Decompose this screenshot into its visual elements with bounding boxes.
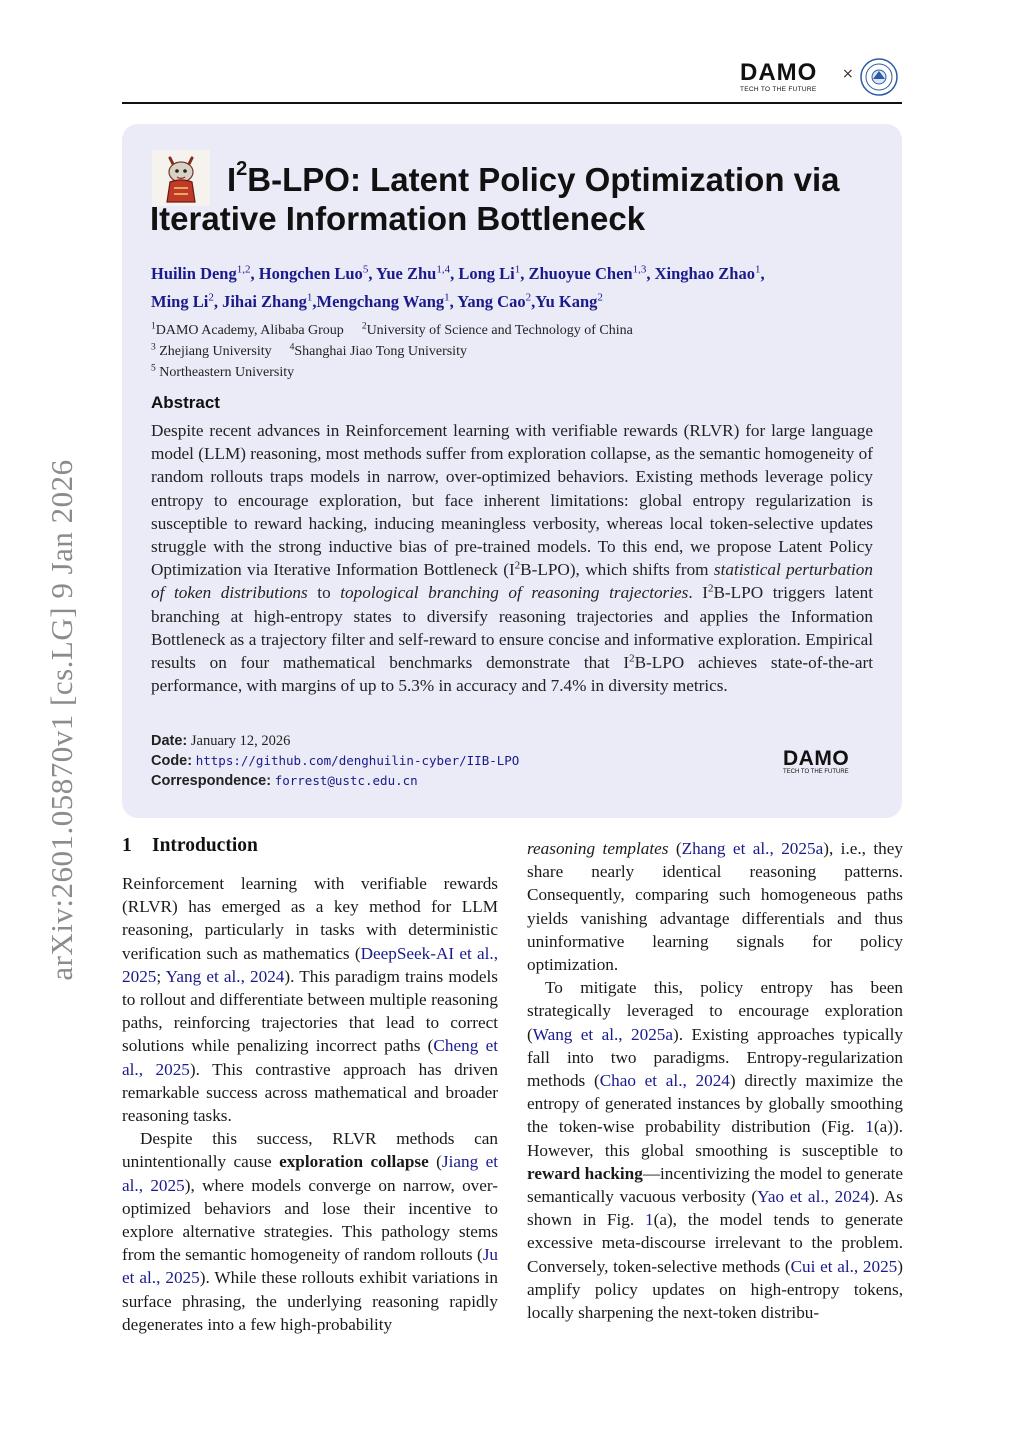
code-link[interactable]: https://github.com/denghuilin-cyber/IIB-LPO: [195, 753, 520, 768]
section-heading: 1 Introduction: [122, 835, 258, 856]
arxiv-identifier: arXiv:2601.05870v1 [cs.LG] 9 Jan 2026: [44, 459, 79, 981]
damo-logo-text: DAMO: [740, 59, 818, 86]
paragraph: To mitigate this, policy entropy has been strategically leveraged to encourage exploration (Wang et al., 2025a). Existing approaches typically fall into two paradigms. Entropy-regularization methods (Chao et al., 2024) directly maximize the entropy of generated instances by globally smoothing the token-wise probability distribution (Fig. 1(a)). However, this global smoothing is susceptible to reward hacking—incentivizing the model to generate semantically vacuous verbosity (Yao et al., 2024). As shown in Fig. 1(a), the model tends to generate excessive meta-discourse irrelevant to the problem. Conversely, token-selective methods (Cui et al., 2025) amplify policy updates on high-entropy tokens, locally sharpening the next-token distribu-: [527, 978, 904, 1323]
paragraph: Reinforcement learning with verifiable rewards (RLVR) has emerged as a key method for LLM reasoning, particularly in tasks with deterministic verification such as mathematics (DeepSeek-AI et al., 2025; Yang et al., 2024). This paradigm trains models to rollout and differentiate between multiple reasoning paths, reinforcing trajectories that lead to correct solutions while penalizing incorrect paths (Cheng et al., 2025). This contrastive approach has driven remarkable success across mathematical and broader reasoning tasks.: [122, 874, 499, 1126]
citation-link[interactable]: Ju et al., 2025: [122, 1245, 498, 1288]
citation-link[interactable]: Cui et al., 2025: [790, 1256, 898, 1276]
affiliation: $^2$University of Science and Technology of China: [361, 321, 633, 338]
paragraph-continued: ). While these rollouts exhibit variations in surface phrasing, the underlying reasoning rapidly degenerates into a few high-probability: [122, 1268, 499, 1334]
citation-link[interactable]: DeepSeek-AI et al., 2025: [122, 943, 499, 986]
citation-link[interactable]: Chao et al., 2024: [599, 1071, 730, 1091]
citation-link[interactable]: Yang et al., 2024: [165, 966, 285, 986]
correspondence-row: Correspondence: forrest@ustc.edu.cn: [151, 773, 418, 789]
paragraph-continuation: reasoning templates (Zhang et al., 2025a), i.e., they share nearly identical reasoning patterns. Consequently, comparing such homogeneous paths yields vanishing advantage differentials and thus uninformative learning signals for policy optimization.: [527, 839, 903, 975]
figure-link[interactable]: 1: [865, 1117, 874, 1137]
date-value: January 12, 2026: [190, 733, 291, 749]
correspondence-email[interactable]: forrest@ustc.edu.cn: [274, 773, 418, 788]
affiliation: $^4$Shanghai Jiao Tong University: [289, 342, 467, 359]
author: Mengchang Wang$^1$,: [316, 291, 458, 311]
author: Huilin Deng$^{1,2}$,: [151, 263, 259, 283]
author: Yu Kang$^2$: [535, 291, 603, 311]
citation-link[interactable]: Jiang et al., 2025: [122, 1152, 498, 1195]
author-list: [151, 257, 891, 314]
title-line-2: Iterative Information Bottleneck: [150, 200, 646, 237]
title-superscript: 2: [236, 158, 248, 180]
affiliation: $^1$DAMO Academy, Alibaba Group: [151, 321, 344, 338]
body-column-right: [527, 837, 903, 1324]
title-prefix: I: [227, 161, 237, 198]
damo-logo: [740, 61, 817, 93]
affiliation-list: [151, 318, 891, 381]
citation-link[interactable]: Cheng et al., 2025: [122, 1036, 498, 1079]
author: Hongchen Luo$^5$,: [258, 263, 376, 283]
abstract-text: Despite recent advances in Reinforcement learning with verifiable rewards (RLVR) for large language model (LLM) reasoning, most methods suffer from exploration collapse, as the semantic homogeneity of random rollouts traps models in narrow, over-optimized behaviors. Existing methods leverage policy entropy to encourage exploration, but face inherent limitations: global entropy regularization is susceptible to reward hacking, inducing meaningless verbosity, whereas local token-selective updates struggle with the strong inductive bias of pre-trained models. To this end, we propose Latent Policy Optimization via Iterative Information Bottleneck $(I^2B-LPO)$, which shifts from statistical perturbation of token distributions to topological branching of reasoning trajectories. $I^2B$-LPO triggers latent branching at high-entropy states to diversify reasoning trajectories and applies the Information Bottleneck as a trajectory filter and self-reward to ensure concise and informative exploration. Empirical results on four mathematical benchmarks demonstrate that $I^2B$-LPO achieves state-of-the-art performance, with margins of up to 5.3% in accuracy and 7.4% in diversity metrics.: [151, 421, 874, 696]
paragraph: Despite this success, RLVR methods can unintentionally cause exploration collapse (Jiang et al., 2025), where models converge on narrow, over-optimized behaviors and lose their incentive to explore alternative strategies. This pathology stems from the semantic homogeneity of random rollouts (Ju et al., 2025). While these rollouts exhibit variations in surface phrasing, the underlying reasoning rapidly degenerates into a few high-probability: [122, 1129, 499, 1334]
header-rule: [122, 102, 902, 104]
code-row: Code: https://github.com/denghuilin-cyber/IIB-LPO: [151, 753, 520, 769]
figure-link[interactable]: 1: [645, 1210, 654, 1230]
author: Yang Cao$^2$,: [457, 291, 536, 311]
damo-logo-tagline: TECH TO THE FUTURE: [740, 86, 817, 93]
damo-logo-small: DAMO TECH TO THE FUTURE: [783, 747, 850, 775]
logo-separator: ×: [842, 66, 854, 82]
citation-link[interactable]: Wang et al., 2025a: [532, 1024, 674, 1044]
citation-link[interactable]: Yao et al., 2024: [757, 1187, 870, 1207]
author: Jihai Zhang$^1$,: [222, 291, 317, 311]
header-logos: [740, 58, 900, 98]
paper-metadata: [151, 731, 519, 791]
date-row: Date: January 12, 2026: [151, 733, 291, 749]
university-seal-icon: [860, 58, 898, 96]
author: Yue Zhu$^{1,4}$,: [375, 263, 459, 283]
title-line-1: B-LPO: Latent Policy Optimization via: [247, 161, 840, 198]
author: Zhuoyue Chen$^{1,3}$,: [528, 263, 655, 283]
abstract-heading: Abstract: [151, 393, 220, 412]
citation-link[interactable]: Zhang et al., 2025a: [681, 839, 824, 858]
body-column-left: [122, 872, 498, 1336]
paper-title: [150, 160, 890, 238]
affiliation: $^5$ Northeastern University: [151, 363, 295, 380]
affiliation: $^3$ Zhejiang University: [151, 342, 272, 359]
author: Long Li$^1$,: [458, 263, 529, 283]
author: Ming Li$^2$,: [151, 291, 223, 311]
author: Xinghao Zhao$^1$,: [654, 263, 765, 283]
